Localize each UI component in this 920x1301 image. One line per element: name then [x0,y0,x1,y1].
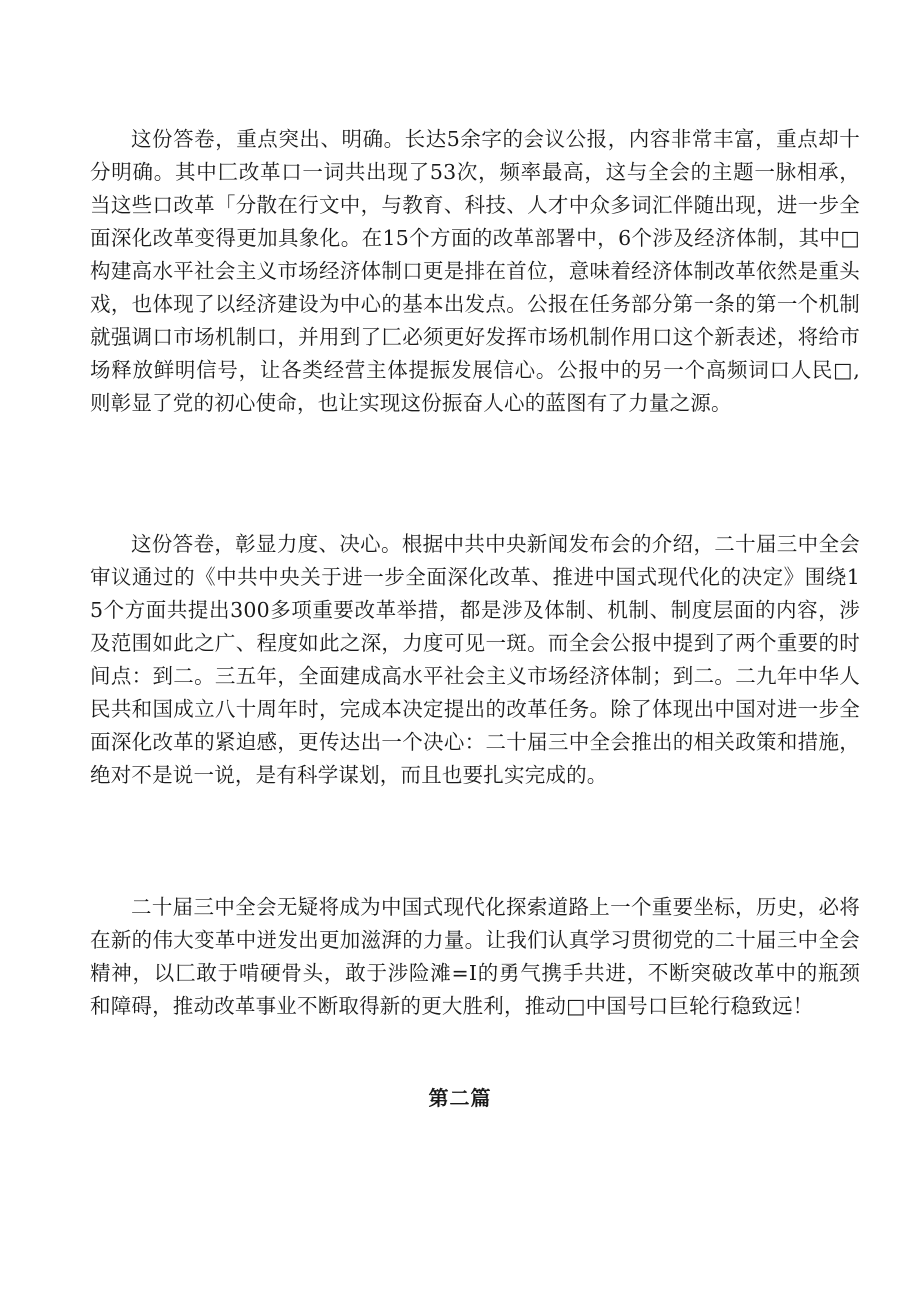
paragraph-3: 二十届三中全会无疑将成为中国式现代化探索道路上一个重要坐标，历史，必将在新的伟大变革中迸发出更加滋湃的力量。让我们认真学习贯彻党的二十届三中全会精神，以匚敢于啃硬骨头，敢于涉险滩=I的勇气携手共进，不断突破改革中的瓶颈和障碍，推动改革事业不断取得新的更大胜利，推动□中国号口巨轮行稳致远！ [90,895,860,1018]
section-heading: 第二篇 [428,1086,492,1110]
paragraph-2: 这份答卷，彰显力度、决心。根据中共中央新闻发布会的介绍，二十届三中全会审议通过的《中共中央关于进一步全面深化改革、推进中国式现代化的决定》围绕15个方面共提出300多项重要改革举措，都是涉及体制、机制、制度层面的内容，涉及范围如此之广、程度如此之深，力度可见一斑。而全会公报中提到了两个重要的时间点：到二。三五年，全面建成高水平社会主义市场经济体制；到二。二九年中华人民共和国成立八十周年时，完成本决定提出的改革任务。除了体现出中国对进一步全面深化改革的紧迫感，更传达出一个决心：二十届三中全会推出的相关政策和措施，绝对不是说一说，是有科学谋划，而且也要扎实完成的。 [90,532,860,787]
paragraph-1: 这份答卷，重点突出、明确。长达5余字的会议公报，内容非常丰富，重点却十分明确。其中匚改革口一词共出现了53次，频率最高，这与全会的主题一脉相承，当这些口改革「分散在行文中，与教育、科技、人才中众多词汇伴随出现，进一步全面深化改革变得更加具象化。在15个方面的改革部署中，6个涉及经济体制，其中□构建高水平社会主义市场经济体制口更是排在首位，意味着经济体制改革依然是重头戏，也体现了以经济建设为中心的基本出发点。公报在任务部分第一条的第一个机制就强调口市场机制口，并用到了匚必须更好发挥市场机制作用口这个新表述，将给市场释放鲜明信号，让各类经营主体提振发展信心。公报中的另一个高频词口人民□,则彰显了党的初心使命，也让实现这份振奋人心的蓝图有了力量之源。 [90,127,860,415]
